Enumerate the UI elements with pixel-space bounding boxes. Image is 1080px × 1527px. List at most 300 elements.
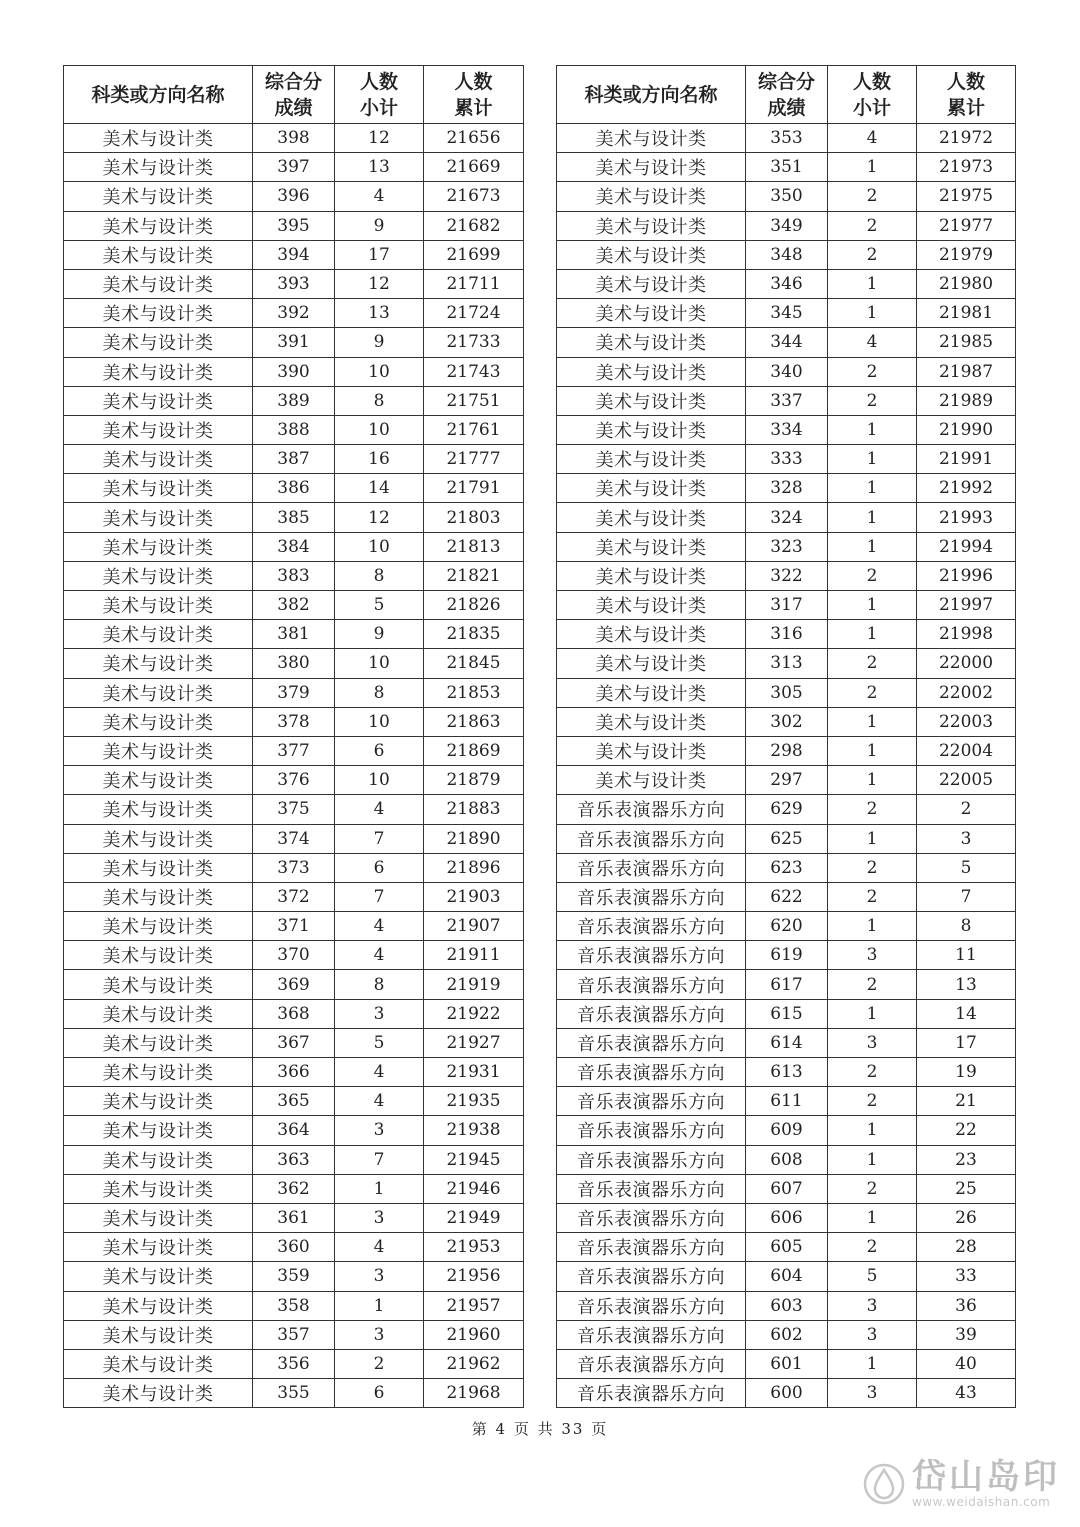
cell-count: 2 — [828, 1058, 917, 1087]
cell-count: 9 — [335, 328, 424, 357]
cell-score: 373 — [253, 853, 335, 882]
cell-score: 387 — [253, 445, 335, 474]
cell-category-name: 音乐表演器乐方向 — [557, 999, 746, 1028]
cell-cumulative: 21935 — [424, 1087, 524, 1116]
table-row — [64, 1058, 524, 1087]
cell-cumulative: 21938 — [424, 1116, 524, 1145]
table-row — [64, 269, 524, 298]
cell-category-name: 美术与设计类 — [64, 474, 253, 503]
cell-score: 623 — [746, 853, 828, 882]
cell-category-name: 美术与设计类 — [557, 678, 746, 707]
cell-count: 2 — [828, 1087, 917, 1116]
cell-count: 12 — [335, 269, 424, 298]
header-score — [253, 66, 335, 124]
cell-count: 2 — [828, 649, 917, 678]
cell-category-name: 美术与设计类 — [64, 1145, 253, 1174]
cell-score: 358 — [253, 1291, 335, 1320]
cell-cumulative: 13 — [917, 970, 1016, 999]
table-row — [557, 1203, 1016, 1232]
table-row — [557, 561, 1016, 590]
cell-score: 380 — [253, 649, 335, 678]
table-row — [64, 736, 524, 765]
cell-category-name: 美术与设计类 — [557, 707, 746, 736]
cell-score: 611 — [746, 1087, 828, 1116]
cell-cumulative: 21803 — [424, 503, 524, 532]
cell-count: 4 — [828, 124, 917, 153]
cell-count: 6 — [335, 736, 424, 765]
cell-cumulative: 21975 — [917, 182, 1016, 211]
cell-category-name: 美术与设计类 — [64, 707, 253, 736]
cell-cumulative: 21990 — [917, 415, 1016, 444]
score-table-left — [63, 65, 524, 1408]
cell-category-name: 音乐表演器乐方向 — [557, 1028, 746, 1057]
cell-score: 603 — [746, 1291, 828, 1320]
cell-cumulative: 21826 — [424, 591, 524, 620]
cell-score: 368 — [253, 999, 335, 1028]
table-row — [64, 970, 524, 999]
cell-category-name: 美术与设计类 — [557, 561, 746, 590]
cell-score: 362 — [253, 1174, 335, 1203]
cell-category-name: 美术与设计类 — [64, 912, 253, 941]
cell-cumulative: 21945 — [424, 1145, 524, 1174]
cell-score: 386 — [253, 474, 335, 503]
cell-score: 620 — [746, 912, 828, 941]
table-row — [64, 357, 524, 386]
header-name: 科类或方向名称 — [557, 66, 746, 124]
cell-cumulative: 21761 — [424, 415, 524, 444]
cell-count: 3 — [335, 999, 424, 1028]
cell-cumulative: 21890 — [424, 824, 524, 853]
header-count — [335, 66, 424, 124]
header-count-line2: 小计 — [852, 96, 891, 119]
cell-category-name: 音乐表演器乐方向 — [557, 824, 746, 853]
cell-score: 333 — [746, 445, 828, 474]
cell-category-name: 音乐表演器乐方向 — [557, 1349, 746, 1378]
table-row — [557, 591, 1016, 620]
cell-count: 7 — [335, 1145, 424, 1174]
table-row — [64, 240, 524, 269]
cell-score: 359 — [253, 1262, 335, 1291]
cell-score: 396 — [253, 182, 335, 211]
cell-score: 334 — [746, 415, 828, 444]
table-row — [557, 853, 1016, 882]
cell-count: 9 — [335, 620, 424, 649]
cell-count: 3 — [335, 1203, 424, 1232]
cell-category-name: 美术与设计类 — [557, 386, 746, 415]
cell-count: 17 — [335, 240, 424, 269]
cell-cumulative: 21931 — [424, 1058, 524, 1087]
cell-score: 398 — [253, 124, 335, 153]
cell-count: 1 — [828, 1145, 917, 1174]
cell-cumulative: 19 — [917, 1058, 1016, 1087]
cell-category-name: 美术与设计类 — [557, 240, 746, 269]
table-row — [64, 649, 524, 678]
cell-score: 384 — [253, 532, 335, 561]
cell-cumulative: 21682 — [424, 211, 524, 240]
cell-category-name: 美术与设计类 — [64, 269, 253, 298]
header-score-line2: 成绩 — [274, 96, 313, 119]
cell-category-name: 音乐表演器乐方向 — [557, 1320, 746, 1349]
cell-category-name: 美术与设计类 — [64, 999, 253, 1028]
header-total-line2: 累计 — [946, 96, 985, 119]
cell-category-name: 美术与设计类 — [64, 678, 253, 707]
cell-score: 322 — [746, 561, 828, 590]
cell-category-name: 美术与设计类 — [64, 299, 253, 328]
cell-category-name: 美术与设计类 — [557, 269, 746, 298]
cell-cumulative: 21751 — [424, 386, 524, 415]
table-row — [557, 415, 1016, 444]
cell-score: 367 — [253, 1028, 335, 1057]
cell-score: 600 — [746, 1379, 828, 1408]
cell-category-name: 美术与设计类 — [557, 357, 746, 386]
cell-score: 390 — [253, 357, 335, 386]
table-row — [557, 1233, 1016, 1262]
cell-category-name: 美术与设计类 — [557, 503, 746, 532]
table-row — [64, 912, 524, 941]
cell-cumulative: 21896 — [424, 853, 524, 882]
cell-cumulative: 21962 — [424, 1349, 524, 1378]
cell-score: 392 — [253, 299, 335, 328]
cell-category-name: 音乐表演器乐方向 — [557, 1058, 746, 1087]
cell-cumulative: 21996 — [917, 561, 1016, 590]
cell-count: 1 — [828, 445, 917, 474]
cell-count: 10 — [335, 707, 424, 736]
cell-category-name: 美术与设计类 — [557, 328, 746, 357]
cell-score: 365 — [253, 1087, 335, 1116]
header-count — [828, 66, 917, 124]
table-row — [557, 1145, 1016, 1174]
cell-cumulative: 28 — [917, 1233, 1016, 1262]
cell-cumulative: 21911 — [424, 941, 524, 970]
table-row — [557, 211, 1016, 240]
cell-count: 3 — [335, 1320, 424, 1349]
cell-count: 1 — [828, 707, 917, 736]
cell-category-name: 美术与设计类 — [64, 620, 253, 649]
cell-cumulative: 21979 — [917, 240, 1016, 269]
watermark-url: www.weidaishan.com — [912, 1495, 1051, 1509]
cell-category-name: 美术与设计类 — [64, 882, 253, 911]
cell-cumulative: 22002 — [917, 678, 1016, 707]
cell-count: 12 — [335, 503, 424, 532]
table-row — [557, 153, 1016, 182]
cell-category-name: 美术与设计类 — [64, 591, 253, 620]
cell-category-name: 美术与设计类 — [64, 1087, 253, 1116]
header-count-line2: 小计 — [359, 96, 398, 119]
cell-category-name: 美术与设计类 — [64, 970, 253, 999]
cell-score: 607 — [746, 1174, 828, 1203]
cell-count: 8 — [335, 678, 424, 707]
cell-count: 1 — [335, 1291, 424, 1320]
cell-category-name: 美术与设计类 — [557, 153, 746, 182]
cell-cumulative: 26 — [917, 1203, 1016, 1232]
table-row — [64, 1320, 524, 1349]
cell-category-name: 美术与设计类 — [557, 532, 746, 561]
cell-count: 1 — [828, 620, 917, 649]
cell-cumulative: 23 — [917, 1145, 1016, 1174]
header-total — [917, 66, 1016, 124]
cell-cumulative: 21980 — [917, 269, 1016, 298]
cell-category-name: 美术与设计类 — [557, 766, 746, 795]
table-row — [557, 882, 1016, 911]
cell-score: 372 — [253, 882, 335, 911]
cell-score: 366 — [253, 1058, 335, 1087]
cell-cumulative: 21968 — [424, 1379, 524, 1408]
cell-score: 613 — [746, 1058, 828, 1087]
table-row — [557, 1087, 1016, 1116]
cell-score: 302 — [746, 707, 828, 736]
cell-count: 1 — [828, 415, 917, 444]
cell-count: 1 — [828, 532, 917, 561]
table-row — [64, 853, 524, 882]
water-drop-logo-icon — [862, 1462, 906, 1506]
table-row — [64, 1203, 524, 1232]
cell-score: 357 — [253, 1320, 335, 1349]
table-row — [557, 1379, 1016, 1408]
table-row — [64, 1028, 524, 1057]
table-body-left — [64, 124, 524, 1408]
cell-category-name: 美术与设计类 — [557, 445, 746, 474]
cell-count: 1 — [828, 912, 917, 941]
cell-cumulative: 21 — [917, 1087, 1016, 1116]
table-row — [64, 1087, 524, 1116]
cell-category-name: 美术与设计类 — [557, 299, 746, 328]
cell-cumulative: 21733 — [424, 328, 524, 357]
cell-category-name: 美术与设计类 — [64, 1174, 253, 1203]
table-row — [64, 824, 524, 853]
cell-cumulative: 21711 — [424, 269, 524, 298]
cell-score: 349 — [746, 211, 828, 240]
cell-score: 609 — [746, 1116, 828, 1145]
cell-category-name: 音乐表演器乐方向 — [557, 853, 746, 882]
page-number-footer: 第 4 页 共 33 页 — [471, 1420, 609, 1438]
cell-category-name: 音乐表演器乐方向 — [557, 1174, 746, 1203]
cell-count: 2 — [828, 561, 917, 590]
cell-score: 605 — [746, 1233, 828, 1262]
cell-count: 1 — [828, 766, 917, 795]
cell-category-name: 美术与设计类 — [557, 620, 746, 649]
table-row — [557, 970, 1016, 999]
cell-cumulative: 21992 — [917, 474, 1016, 503]
cell-count: 10 — [335, 415, 424, 444]
cell-cumulative: 21791 — [424, 474, 524, 503]
cell-category-name: 美术与设计类 — [64, 1379, 253, 1408]
cell-count: 2 — [828, 853, 917, 882]
cell-category-name: 音乐表演器乐方向 — [557, 1116, 746, 1145]
cell-score: 348 — [746, 240, 828, 269]
table-row — [64, 678, 524, 707]
cell-count: 14 — [335, 474, 424, 503]
cell-category-name: 音乐表演器乐方向 — [557, 1203, 746, 1232]
cell-count: 2 — [335, 1349, 424, 1378]
cell-category-name: 美术与设计类 — [64, 211, 253, 240]
cell-cumulative: 14 — [917, 999, 1016, 1028]
cell-count: 1 — [335, 1174, 424, 1203]
cell-count: 2 — [828, 1233, 917, 1262]
cell-score: 317 — [746, 591, 828, 620]
cell-category-name: 美术与设计类 — [557, 649, 746, 678]
cell-count: 4 — [335, 1087, 424, 1116]
table-row — [557, 1058, 1016, 1087]
cell-count: 7 — [335, 824, 424, 853]
cell-score: 371 — [253, 912, 335, 941]
cell-category-name: 美术与设计类 — [64, 153, 253, 182]
table-row — [557, 299, 1016, 328]
header-row — [64, 66, 524, 124]
cell-cumulative: 21957 — [424, 1291, 524, 1320]
table-row — [64, 882, 524, 911]
cell-score: 625 — [746, 824, 828, 853]
cell-count: 10 — [335, 766, 424, 795]
cell-cumulative: 21879 — [424, 766, 524, 795]
cell-category-name: 美术与设计类 — [557, 591, 746, 620]
cell-category-name: 音乐表演器乐方向 — [557, 1262, 746, 1291]
cell-score: 388 — [253, 415, 335, 444]
table-row — [64, 1349, 524, 1378]
cell-score: 615 — [746, 999, 828, 1028]
table-row — [557, 386, 1016, 415]
table-row — [557, 328, 1016, 357]
cell-cumulative: 36 — [917, 1291, 1016, 1320]
cell-count: 2 — [828, 386, 917, 415]
cell-score: 375 — [253, 795, 335, 824]
cell-score: 376 — [253, 766, 335, 795]
cell-cumulative: 21991 — [917, 445, 1016, 474]
cell-cumulative: 21949 — [424, 1203, 524, 1232]
cell-score: 340 — [746, 357, 828, 386]
cell-count: 5 — [828, 1262, 917, 1291]
cell-cumulative: 22003 — [917, 707, 1016, 736]
table-row — [64, 1233, 524, 1262]
table-row — [64, 795, 524, 824]
cell-score: 397 — [253, 153, 335, 182]
score-table-right — [556, 65, 1016, 1408]
cell-count: 1 — [828, 1349, 917, 1378]
table-row — [557, 269, 1016, 298]
cell-score: 378 — [253, 707, 335, 736]
cell-category-name: 美术与设计类 — [557, 124, 746, 153]
cell-cumulative: 21960 — [424, 1320, 524, 1349]
cell-category-name: 美术与设计类 — [64, 766, 253, 795]
cell-category-name: 音乐表演器乐方向 — [557, 1291, 746, 1320]
table-row — [64, 766, 524, 795]
table-row — [557, 1349, 1016, 1378]
cell-count: 9 — [335, 211, 424, 240]
table-row — [557, 766, 1016, 795]
cell-cumulative: 21835 — [424, 620, 524, 649]
table-row — [557, 649, 1016, 678]
cell-count: 1 — [828, 269, 917, 298]
cell-score: 351 — [746, 153, 828, 182]
cell-count: 10 — [335, 649, 424, 678]
cell-category-name: 美术与设计类 — [64, 1116, 253, 1145]
cell-count: 1 — [828, 1116, 917, 1145]
watermark-text — [912, 1459, 1060, 1509]
table-row — [64, 153, 524, 182]
cell-score: 606 — [746, 1203, 828, 1232]
cell-category-name: 美术与设计类 — [557, 736, 746, 765]
table-row — [557, 124, 1016, 153]
cell-count: 3 — [335, 1116, 424, 1145]
cell-score: 614 — [746, 1028, 828, 1057]
table-row — [64, 445, 524, 474]
cell-score: 355 — [253, 1379, 335, 1408]
cell-category-name: 音乐表演器乐方向 — [557, 912, 746, 941]
table-row — [64, 474, 524, 503]
cell-category-name: 美术与设计类 — [64, 240, 253, 269]
cell-cumulative: 21673 — [424, 182, 524, 211]
cell-category-name: 美术与设计类 — [64, 1349, 253, 1378]
cell-score: 345 — [746, 299, 828, 328]
header-score — [746, 66, 828, 124]
cell-score: 381 — [253, 620, 335, 649]
watermark — [862, 1459, 1060, 1509]
cell-count: 3 — [828, 1379, 917, 1408]
table-row — [64, 1379, 524, 1408]
cell-count: 2 — [828, 182, 917, 211]
cell-score: 297 — [746, 766, 828, 795]
table-row — [64, 503, 524, 532]
table-row — [557, 357, 1016, 386]
cell-category-name: 美术与设计类 — [64, 649, 253, 678]
cell-score: 383 — [253, 561, 335, 590]
cell-score: 361 — [253, 1203, 335, 1232]
cell-count: 7 — [335, 882, 424, 911]
cell-score: 323 — [746, 532, 828, 561]
cell-category-name: 美术与设计类 — [64, 503, 253, 532]
cell-score: 391 — [253, 328, 335, 357]
cell-cumulative: 21973 — [917, 153, 1016, 182]
cell-cumulative: 21863 — [424, 707, 524, 736]
cell-cumulative: 43 — [917, 1379, 1016, 1408]
cell-score: 346 — [746, 269, 828, 298]
table-row — [64, 1116, 524, 1145]
table-row — [64, 620, 524, 649]
cell-cumulative: 21907 — [424, 912, 524, 941]
cell-count: 8 — [335, 561, 424, 590]
cell-category-name: 美术与设计类 — [64, 1291, 253, 1320]
cell-score: 601 — [746, 1349, 828, 1378]
cell-cumulative: 33 — [917, 1262, 1016, 1291]
table-row — [64, 386, 524, 415]
header-count-line1: 人数 — [359, 70, 398, 93]
cell-category-name: 美术与设计类 — [64, 1203, 253, 1232]
cell-count: 4 — [335, 912, 424, 941]
cell-count: 1 — [828, 999, 917, 1028]
cell-score: 604 — [746, 1262, 828, 1291]
cell-count: 1 — [828, 824, 917, 853]
cell-category-name: 音乐表演器乐方向 — [557, 1379, 746, 1408]
cell-count: 3 — [828, 1291, 917, 1320]
cell-score: 394 — [253, 240, 335, 269]
cell-cumulative: 21987 — [917, 357, 1016, 386]
header-row — [557, 66, 1016, 124]
cell-cumulative: 7 — [917, 882, 1016, 911]
cell-score: 622 — [746, 882, 828, 911]
table-row — [557, 620, 1016, 649]
cell-score: 305 — [746, 678, 828, 707]
cell-category-name: 美术与设计类 — [64, 445, 253, 474]
cell-category-name: 美术与设计类 — [64, 853, 253, 882]
cell-cumulative: 21845 — [424, 649, 524, 678]
cell-category-name: 美术与设计类 — [64, 736, 253, 765]
table-row — [557, 941, 1016, 970]
cell-category-name: 音乐表演器乐方向 — [557, 795, 746, 824]
cell-cumulative: 21853 — [424, 678, 524, 707]
cell-category-name: 美术与设计类 — [64, 1262, 253, 1291]
cell-category-name: 美术与设计类 — [64, 941, 253, 970]
table-row — [64, 182, 524, 211]
table-row — [64, 415, 524, 444]
